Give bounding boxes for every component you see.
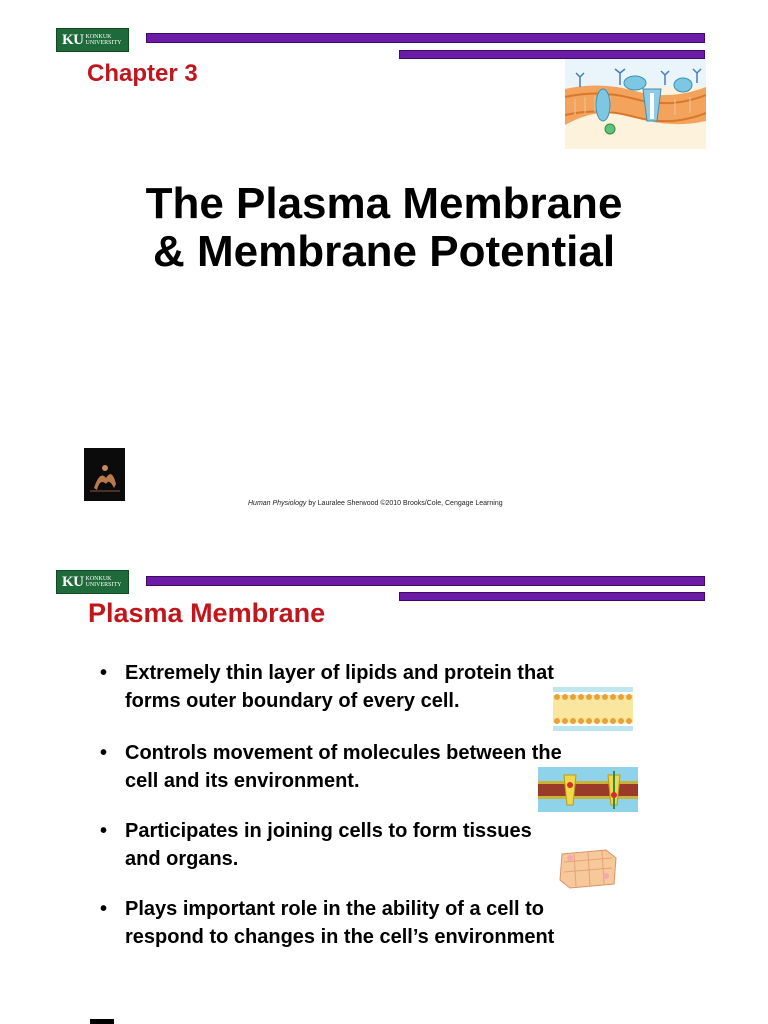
ku-logo <box>56 570 129 594</box>
bullet-line: Extremely thin layer of lipids and protein that <box>125 662 554 684</box>
bullet-line: and organs. <box>125 848 239 870</box>
ku-logo <box>56 28 129 52</box>
slide-title: Plasma Membrane <box>88 598 326 628</box>
logo-line1: KONKUK <box>85 34 112 40</box>
bullet-line: Controls movement of molecules between the <box>125 742 562 764</box>
header-bar-short <box>399 50 705 59</box>
logo-university-text <box>86 34 122 46</box>
bullet-dot: • <box>100 820 108 842</box>
logo-line2: UNIVERSITY <box>85 582 122 588</box>
book-cover-image <box>84 448 125 501</box>
copyright-footer <box>248 500 503 507</box>
logo-ku-text: KU <box>62 573 84 590</box>
lipid-bilayer-thumbnail <box>549 687 637 731</box>
title-line-1: The Plasma Membrane <box>145 179 623 228</box>
membrane-illustration <box>565 59 706 149</box>
bullet-line: Participates in joining cells to form tissues <box>125 820 532 842</box>
footer-credit: by Lauralee Sherwood ©2010 Brooks/Cole, Cengage Learning <box>306 500 503 507</box>
next-page-edge <box>90 1019 114 1024</box>
title-line-2: & Membrane Potential <box>152 227 616 276</box>
logo-university-text <box>86 576 122 588</box>
logo-line2: UNIVERSITY <box>85 40 122 46</box>
header-bar-short <box>399 592 705 601</box>
bullet-line: respond to changes in the cell’s environment <box>125 926 555 948</box>
bullet-line: Plays important role in the ability of a cell to <box>125 898 544 920</box>
tissue-thumbnail <box>556 846 620 890</box>
logo-ku-text: KU <box>62 31 84 48</box>
bullet-dot: • <box>100 662 108 684</box>
bullet-dot: • <box>100 898 108 920</box>
logo-line1: KONKUK <box>85 576 112 582</box>
header-bar-long <box>146 33 705 43</box>
bullet-dot: • <box>100 742 108 764</box>
slide-title <box>0 180 768 276</box>
header-bar-long <box>146 576 705 586</box>
chapter-label: Chapter 3 <box>87 60 198 87</box>
bullet-line: cell and its environment. <box>125 770 360 792</box>
bullet-line: forms outer boundary of every cell. <box>125 690 460 712</box>
membrane-channel-thumbnail <box>538 767 638 812</box>
footer-book-title: Human Physiology <box>248 500 307 507</box>
